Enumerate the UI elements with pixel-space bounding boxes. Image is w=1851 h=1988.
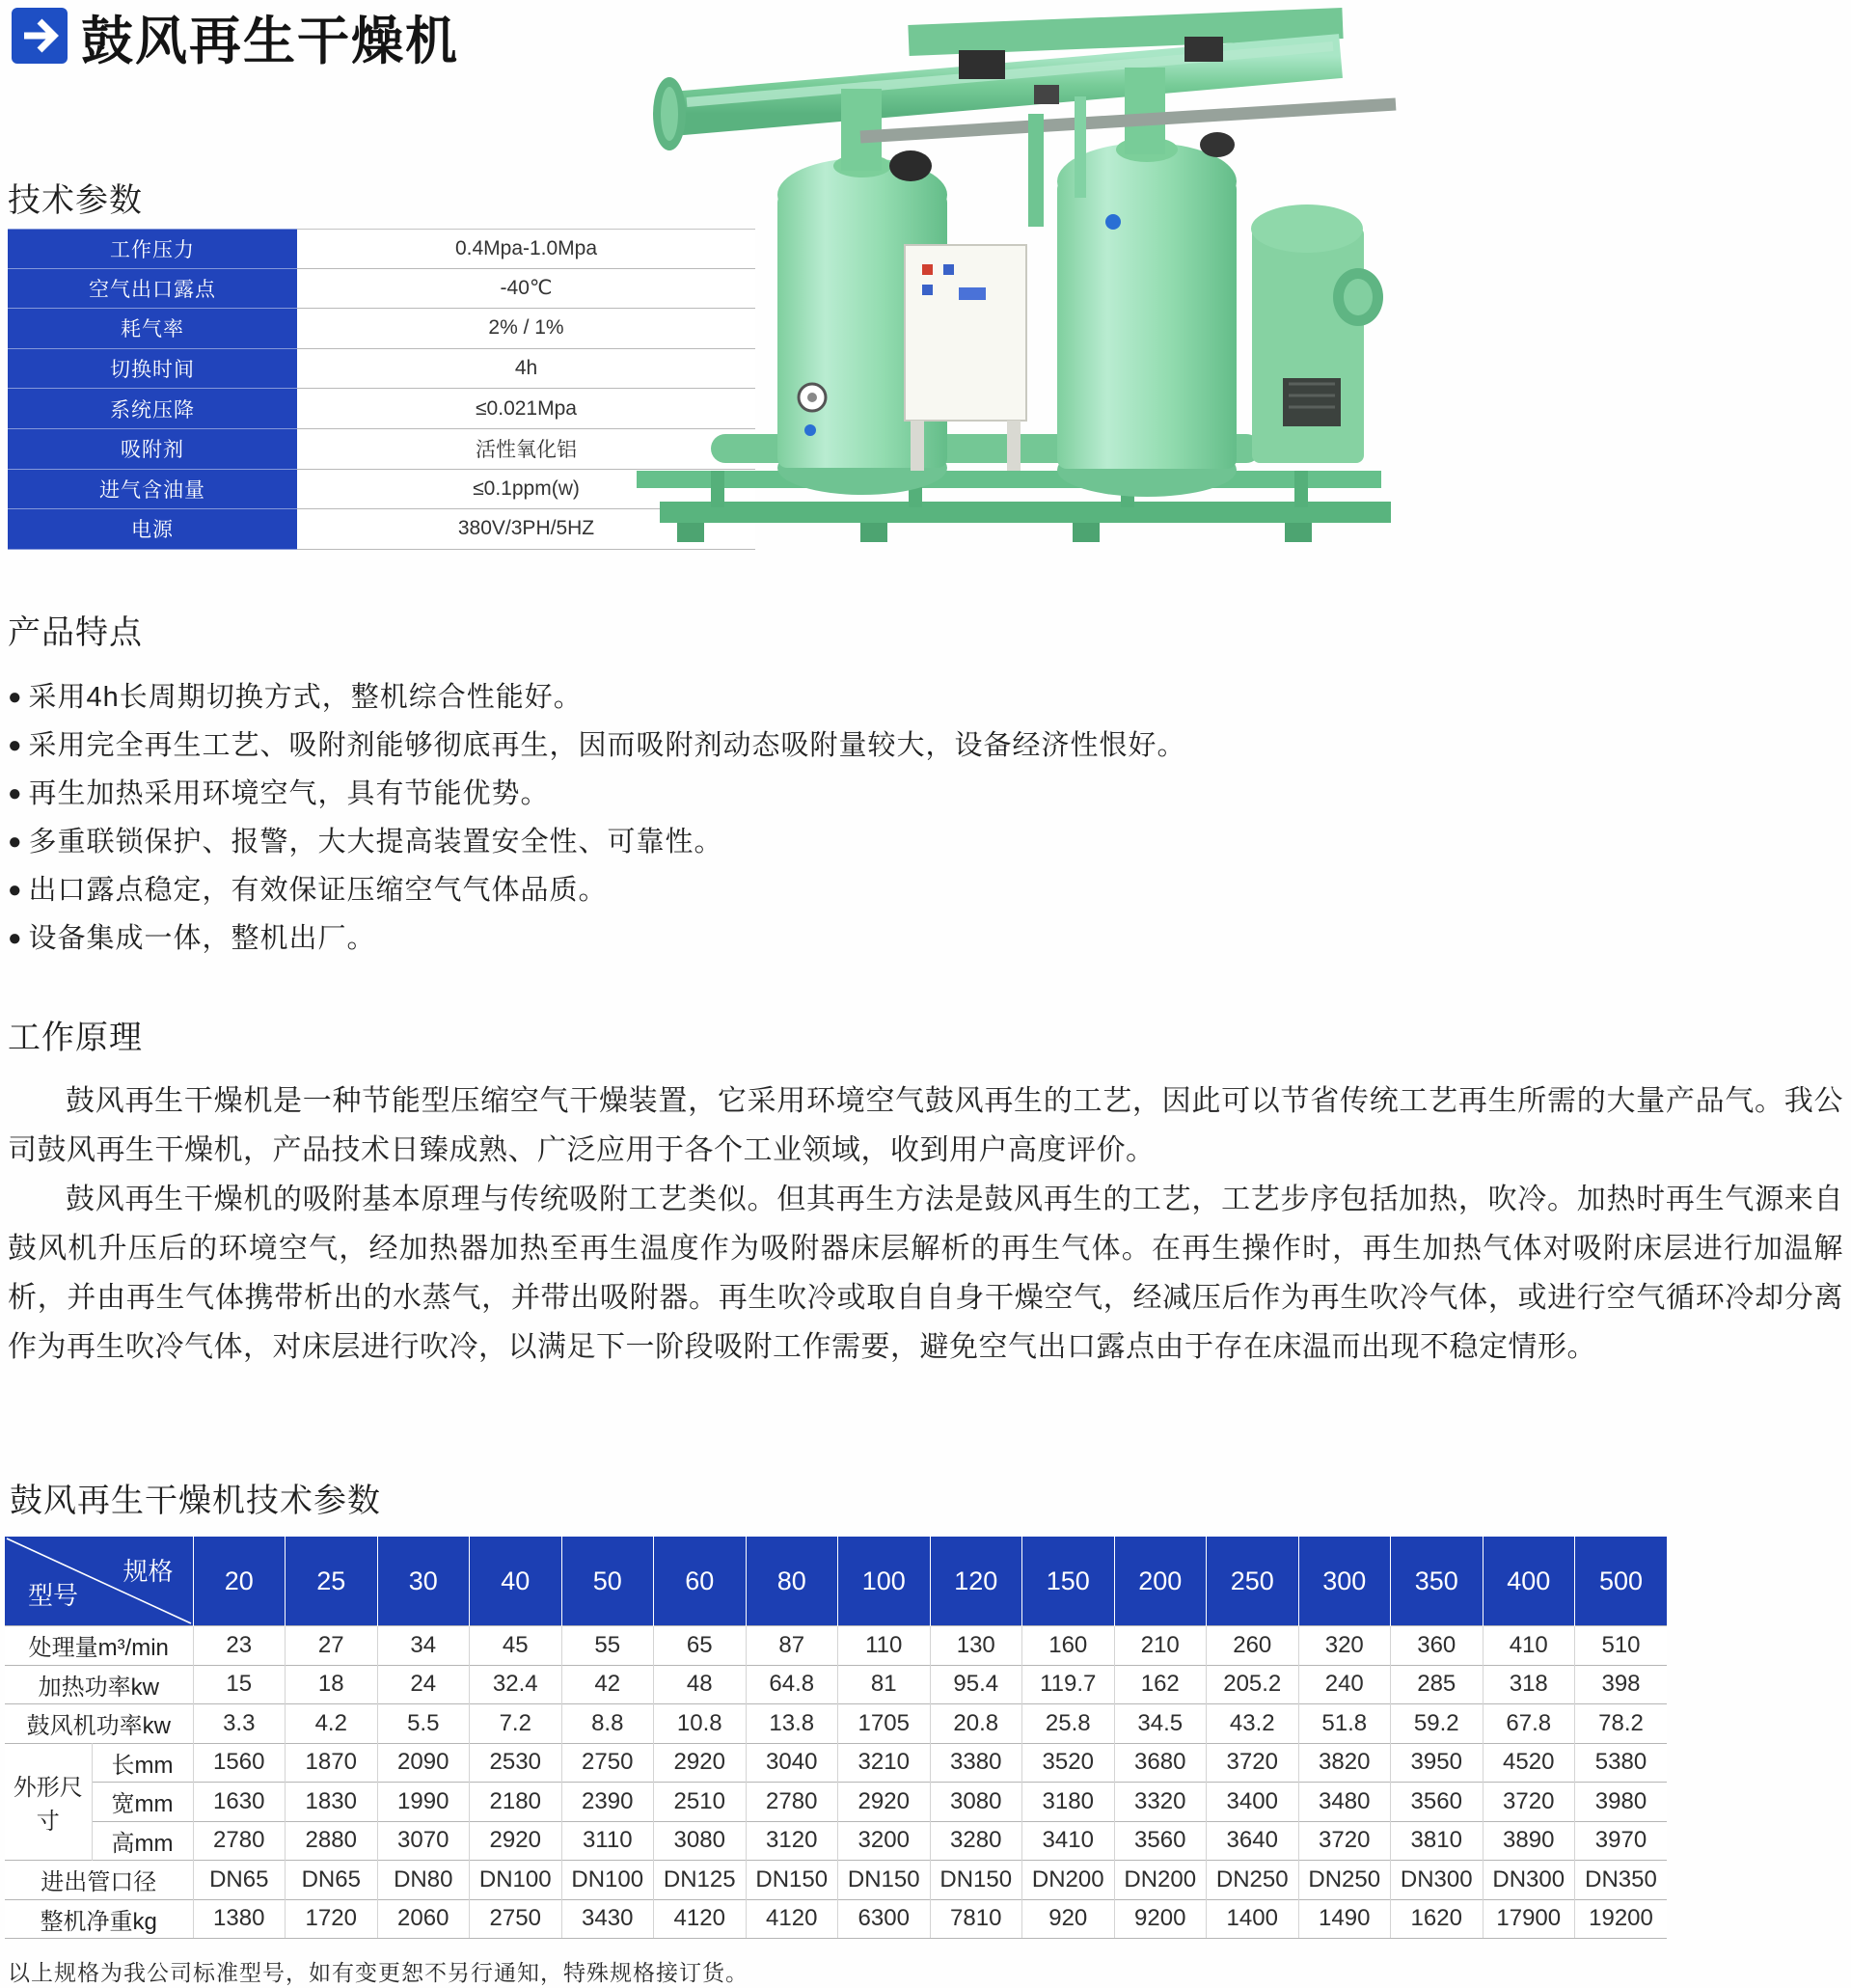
spec-value-cell: 3720 [1483,1783,1575,1822]
spec-value-cell: 48 [654,1665,747,1704]
spec-value-cell: 1380 [193,1899,286,1939]
spec-value-cell: 5380 [1575,1743,1668,1783]
spec-value-cell: 6300 [838,1899,931,1939]
spec-value-cell: 3040 [746,1743,838,1783]
bullet-icon: ● [8,732,23,758]
spec-row [5,1821,1667,1861]
spec-group-label: 外形尺寸 [5,1743,92,1861]
feature-text: 多重联锁保护、报警，大大提高装置安全性、可靠性。 [28,827,723,858]
spec-value-cell: 43.2 [1207,1704,1299,1744]
spec-value-cell: 7.2 [470,1704,562,1744]
spec-value-cell: DN350 [1575,1861,1668,1900]
tech-param-value: 380V/3PH/5HZ [297,509,755,550]
spec-value-cell: 920 [1022,1899,1115,1939]
spec-model-header-cell: 500 [1575,1537,1668,1626]
spec-value-cell: 1630 [193,1783,286,1822]
spec-value-cell: 3200 [838,1821,931,1861]
spec-value-cell: 2530 [470,1743,562,1783]
tech-param-label: 切换时间 [8,349,297,390]
spec-value-cell: 398 [1575,1665,1668,1704]
feature-item [8,772,550,811]
spec-value-cell: 64.8 [746,1665,838,1704]
spec-model-header-cell: 300 [1298,1537,1391,1626]
feature-item [8,675,583,715]
spec-value-cell: 65 [654,1626,747,1666]
principle-paragraph: 鼓风再生干燥机是一种节能型压缩空气干燥装置，它采用环境空气鼓风再生的工艺，因此可以节省传统工艺再生所需的大量产品气。我公司鼓风再生干燥机，产品技术日臻成熟、广泛应用于各个工业领域，收到用户高度评价。 [8,1085,1843,1166]
arrow-right-icon [12,8,68,64]
spec-value-cell: 160 [1022,1626,1115,1666]
spec-value-cell: 34.5 [1114,1704,1207,1744]
spec-value-cell: 360 [1391,1626,1484,1666]
spec-value-cell: 3520 [1022,1743,1115,1783]
spec-value-cell: 510 [1575,1626,1668,1666]
spec-value-cell: 1705 [838,1704,931,1744]
spec-value-cell: 3380 [930,1743,1022,1783]
spec-value-cell: DN300 [1391,1861,1484,1900]
spec-value-cell: 45 [470,1626,562,1666]
spec-value-cell: 2880 [286,1821,378,1861]
spec-value-cell: DN65 [193,1861,286,1900]
spec-value-cell: 1400 [1207,1899,1299,1939]
feature-item [8,820,723,859]
spec-value-cell: 3720 [1207,1743,1299,1783]
tech-param-label: 进气含油量 [8,470,297,510]
spec-value-cell: 3820 [1298,1743,1391,1783]
spec-value-cell: 10.8 [654,1704,747,1744]
spec-value-cell: 67.8 [1483,1704,1575,1744]
tech-param-value: 活性氧化铝 [297,429,755,470]
spec-value-cell: DN100 [561,1861,654,1900]
spec-value-cell: DN125 [654,1861,747,1900]
feature-text: 设备集成一体，整机出厂。 [28,923,376,954]
bullet-icon: ● [8,829,23,855]
spec-corner-top-label: 规格 [122,1557,174,1586]
spec-model-header-cell: 250 [1207,1537,1299,1626]
spec-value-cell: 2780 [193,1821,286,1861]
spec-value-cell: 3980 [1575,1783,1668,1822]
spec-value-cell: 3280 [930,1821,1022,1861]
spec-value-cell: 3950 [1391,1743,1484,1783]
spec-value-cell: 4520 [1483,1743,1575,1783]
spec-model-header-cell: 50 [561,1537,654,1626]
spec-value-cell: 3720 [1298,1821,1391,1861]
spec-value-cell: 410 [1483,1626,1575,1666]
spec-value-cell: 24 [377,1665,470,1704]
spec-value-cell: 2390 [561,1783,654,1822]
spec-value-cell: 3080 [930,1783,1022,1822]
spec-value-cell: 51.8 [1298,1704,1391,1744]
tech-param-value: -40℃ [297,269,755,310]
spec-value-cell: 7810 [930,1899,1022,1939]
spec-row-label: 长mm [92,1743,193,1783]
bullet-icon: ● [8,925,23,951]
spec-value-cell: DN80 [377,1861,470,1900]
spec-row-label: 整机净重kg [5,1899,193,1939]
spec-value-cell: 8.8 [561,1704,654,1744]
spec-value-cell: DN150 [746,1861,838,1900]
spec-value-cell: 87 [746,1626,838,1666]
spec-corner-cell [5,1537,193,1626]
spec-row [5,1861,1667,1900]
spec-value-cell: DN250 [1207,1861,1299,1900]
spec-value-cell: 1490 [1298,1899,1391,1939]
spec-value-cell: 2180 [470,1783,562,1822]
spec-value-cell: 3680 [1114,1743,1207,1783]
spec-value-cell: 1830 [286,1783,378,1822]
spec-value-cell: 2920 [654,1743,747,1783]
spec-value-cell: 3810 [1391,1821,1484,1861]
spec-value-cell: 59.2 [1391,1704,1484,1744]
spec-value-cell: 2920 [470,1821,562,1861]
spec-value-cell: 3320 [1114,1783,1207,1822]
spec-value-cell: 2750 [561,1743,654,1783]
spec-value-cell: 20.8 [930,1704,1022,1744]
spec-value-cell: 3640 [1207,1821,1299,1861]
tech-param-value: ≤0.021Mpa [297,389,755,429]
spec-value-cell: 13.8 [746,1704,838,1744]
spec-value-cell: 2060 [377,1899,470,1939]
tech-param-label: 空气出口露点 [8,269,297,310]
principle-text [8,1076,1843,1372]
spec-value-cell: 1720 [286,1899,378,1939]
spec-row [5,1743,1667,1783]
spec-model-header-cell: 400 [1483,1537,1575,1626]
feature-item [8,723,1186,763]
spec-value-cell: 3070 [377,1821,470,1861]
tech-param-label: 电源 [8,509,297,550]
spec-model-header-cell: 40 [470,1537,562,1626]
spec-corner-bottom-label: 型号 [28,1581,79,1610]
spec-value-cell: 3080 [654,1821,747,1861]
spec-value-cell: 2510 [654,1783,747,1822]
tech-param-value: 2% / 1% [297,309,755,349]
spec-value-cell: 17900 [1483,1899,1575,1939]
spec-value-cell: 32.4 [470,1665,562,1704]
spec-value-cell: DN300 [1483,1861,1575,1900]
spec-value-cell: 81 [838,1665,931,1704]
spec-value-cell: 4120 [654,1899,747,1939]
bullet-icon: ● [8,684,23,710]
tech-param-label: 吸附剂 [8,429,297,470]
spec-value-cell: DN200 [1114,1861,1207,1900]
spec-row-label: 高mm [92,1821,193,1861]
spec-value-cell: 110 [838,1626,931,1666]
spec-row [5,1665,1667,1704]
spec-value-cell: 42 [561,1665,654,1704]
spec-table [5,1537,1667,1939]
tech-param-value: ≤0.1ppm(w) [297,470,755,510]
spec-value-cell: 4120 [746,1899,838,1939]
spec-value-cell: 15 [193,1665,286,1704]
spec-value-cell: DN200 [1022,1861,1115,1900]
spec-value-cell: 25.8 [1022,1704,1115,1744]
tech-param-label: 系统压降 [8,389,297,429]
spec-value-cell: 34 [377,1626,470,1666]
spec-model-header-cell: 25 [286,1537,378,1626]
spec-value-cell: 3110 [561,1821,654,1861]
spec-value-cell: 27 [286,1626,378,1666]
spec-value-cell: 260 [1207,1626,1299,1666]
feature-text: 出口露点稳定，有效保证压缩空气气体品质。 [28,875,608,906]
spec-value-cell: 3560 [1391,1783,1484,1822]
spec-value-cell: DN250 [1298,1861,1391,1900]
spec-row-label: 加热功率kw [5,1665,193,1704]
spec-row-label: 宽mm [92,1783,193,1822]
spec-header-row [5,1537,1667,1626]
spec-value-cell: 1990 [377,1783,470,1822]
spec-value-cell: 3120 [746,1821,838,1861]
spec-value-cell: 2750 [470,1899,562,1939]
spec-value-cell: 5.5 [377,1704,470,1744]
bullet-icon: ● [8,877,23,903]
spec-row [5,1626,1667,1666]
spec-value-cell: 19200 [1575,1899,1668,1939]
tech-param-label: 工作压力 [8,229,297,269]
spec-model-header-cell: 30 [377,1537,470,1626]
spec-value-cell: 3410 [1022,1821,1115,1861]
spec-value-cell: 3480 [1298,1783,1391,1822]
spec-value-cell: 2920 [838,1783,931,1822]
spec-value-cell: 3180 [1022,1783,1115,1822]
spec-value-cell: DN150 [930,1861,1022,1900]
spec-table-heading: 鼓风再生干燥机技术参数 [10,1483,381,1519]
spec-value-cell: 78.2 [1575,1704,1668,1744]
spec-value-cell: 3560 [1114,1821,1207,1861]
bullet-icon: ● [8,780,23,806]
spec-value-cell: 3970 [1575,1821,1668,1861]
spec-value-cell: 1870 [286,1743,378,1783]
spec-model-header-cell: 120 [930,1537,1022,1626]
spec-row [5,1783,1667,1822]
principle-paragraph: 鼓风再生干燥机的吸附基本原理与传统吸附工艺类似。但其再生方法是鼓风再生的工艺，工艺步序包括加热，吹冷。加热时再生气源来自鼓风机升压后的环境空气，经加热器加热至再生温度作为吸附器床层解析的再生气体。在再生操作时，再生加热气体对吸附床层进行加温解析，并由再生气体携带析出的水蒸气，并带出吸附器。再生吹冷或取自自身干燥空气，经减压后作为再生吹冷气体，或进行空气循环冷却分离作为再生吹冷气体，对床层进行吹冷，以满足下一阶段吸附工作需要，避免空气出口露点由于存在床温而出现不稳定情形。 [8,1184,1843,1363]
spec-value-cell: 240 [1298,1665,1391,1704]
spec-value-cell: 3.3 [193,1704,286,1744]
feature-text: 采用4h长周期切换方式，整机综合性能好。 [28,682,583,713]
page-title: 鼓风再生干燥机 [81,13,459,70]
spec-value-cell: 3400 [1207,1783,1299,1822]
spec-value-cell: 4.2 [286,1704,378,1744]
spec-table-wrap [5,1537,1667,1939]
spec-value-cell: 23 [193,1626,286,1666]
spec-value-cell: 1620 [1391,1899,1484,1939]
tech-param-value: 0.4Mpa-1.0Mpa [297,229,755,269]
spec-value-cell: 1560 [193,1743,286,1783]
feature-item [8,916,376,956]
spec-value-cell: 320 [1298,1626,1391,1666]
spec-value-cell: 162 [1114,1665,1207,1704]
principle-heading: 工作原理 [8,1020,143,1056]
spec-value-cell: DN100 [470,1861,562,1900]
spec-value-cell: 130 [930,1626,1022,1666]
spec-value-cell: 3890 [1483,1821,1575,1861]
spec-value-cell: 210 [1114,1626,1207,1666]
spec-value-cell: 18 [286,1665,378,1704]
spec-value-cell: DN150 [838,1861,931,1900]
spec-model-header-cell: 100 [838,1537,931,1626]
spec-value-cell: DN65 [286,1861,378,1900]
tech-param-value: 4h [297,349,755,390]
spec-value-cell: 3210 [838,1743,931,1783]
dryer-machine-illustration [619,0,1410,559]
spec-model-header-cell: 150 [1022,1537,1115,1626]
spec-value-cell: 2090 [377,1743,470,1783]
feature-text: 采用完全再生工艺、吸附剂能够彻底再生，因而吸附剂动态吸附量较大，设备经济性恨好。 [28,730,1186,761]
spec-value-cell: 9200 [1114,1899,1207,1939]
spec-row [5,1899,1667,1939]
spec-value-cell: 3430 [561,1899,654,1939]
feature-item [8,868,608,908]
spec-model-header-cell: 350 [1391,1537,1484,1626]
spec-row-label: 处理量m³/min [5,1626,193,1666]
spec-model-header-cell: 20 [193,1537,286,1626]
spec-value-cell: 95.4 [930,1665,1022,1704]
features-heading: 产品特点 [8,614,143,651]
tech-param-label: 耗气率 [8,309,297,349]
spec-value-cell: 285 [1391,1665,1484,1704]
spec-value-cell: 2780 [746,1783,838,1822]
product-photo [619,0,1410,559]
spec-row-label: 鼓风机功率kw [5,1704,193,1744]
spec-row-label: 进出管口径 [5,1861,193,1900]
tech-params-heading: 技术参数 [8,182,143,219]
spec-model-header-cell: 80 [746,1537,838,1626]
footer-note: 以上规格为我公司标准型号，如有变更恕不另行通知，特殊规格接订货。 [8,1960,749,1985]
feature-text: 再生加热采用环境空气，具有节能优势。 [28,778,550,809]
spec-value-cell: 119.7 [1022,1665,1115,1704]
spec-model-header-cell: 200 [1114,1537,1207,1626]
spec-model-header-cell: 60 [654,1537,747,1626]
spec-row [5,1704,1667,1744]
spec-value-cell: 55 [561,1626,654,1666]
spec-value-cell: 318 [1483,1665,1575,1704]
spec-value-cell: 205.2 [1207,1665,1299,1704]
